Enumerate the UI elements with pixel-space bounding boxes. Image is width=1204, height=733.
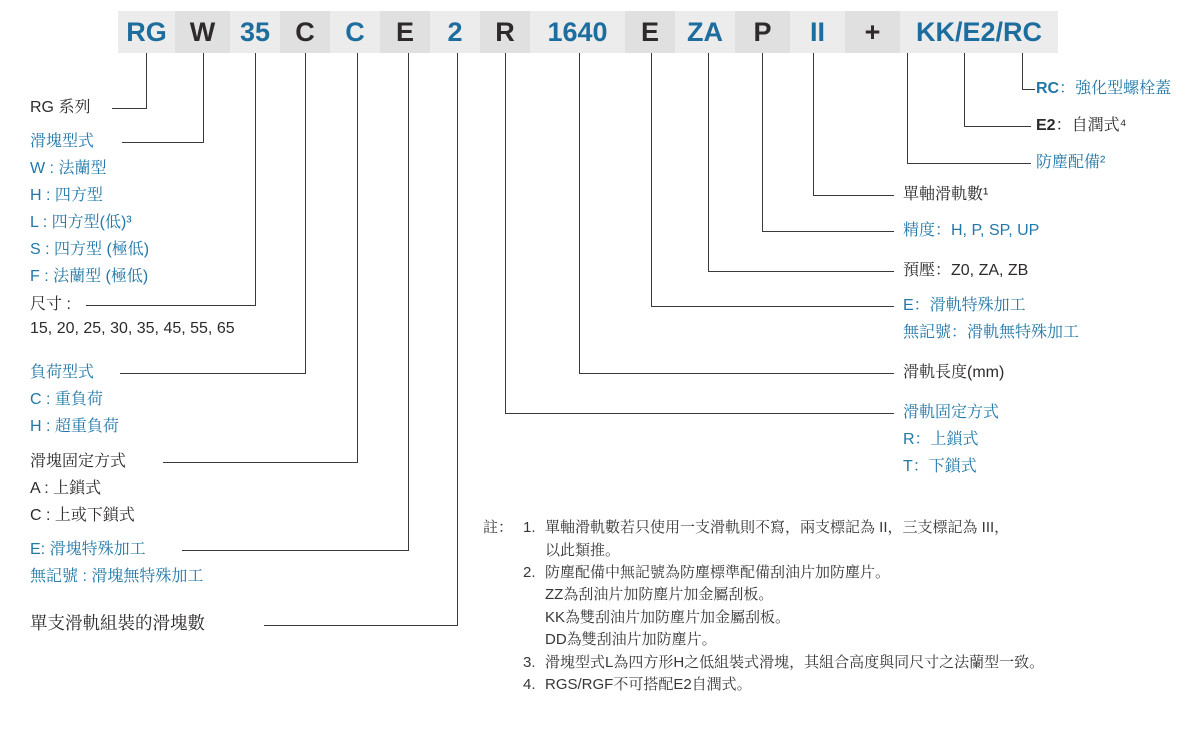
code-segment-series: RG <box>118 11 175 53</box>
label-series: RG 系列 <box>30 99 91 116</box>
label-rail-mount-r: R：上鎖式 <box>903 431 979 448</box>
label-size-values: 15, 20, 25, 30, 35, 45, 55, 65 <box>30 320 235 337</box>
label-rail-special-none: 無記號：滑軌無特殊加工 <box>903 324 1080 341</box>
note-number: 2. <box>523 564 536 581</box>
code-segment-size: 35 <box>230 11 280 53</box>
note-text: 單軸滑軌數若只使用一支滑軌則不寫，兩支標記為 II，三支標記為 III， <box>545 519 1010 536</box>
label-rails-per-axis: 單軸滑軌數¹ <box>903 186 989 203</box>
label-rc-code: RC <box>1036 80 1060 97</box>
code-segment-block-mount: C <box>330 11 380 53</box>
label-block-type-w: W : 法蘭型 <box>30 160 107 177</box>
label-dust: 防塵配備² <box>1036 154 1106 171</box>
label-block-type-h: H : 四方型 <box>30 187 103 204</box>
note-number: 3. <box>523 654 536 671</box>
code-segment-plus: + <box>845 11 900 53</box>
note-text: 滑塊型式L為四方形H之低組裝式滑塊，其組合高度與同尺寸之法蘭型一致。 <box>545 654 1045 671</box>
label-load-type-title: 負荷型式 <box>30 364 95 381</box>
connector-rc <box>1022 53 1035 90</box>
label-rc-text: ：強化型螺栓蓋 <box>1059 80 1172 97</box>
label-rail-length: 滑軌長度(mm) <box>903 364 1005 381</box>
label-preload: 預壓：Z0, ZA, ZB <box>903 262 1029 279</box>
note-line-2b <box>523 586 773 603</box>
note-line-3 <box>523 654 1044 671</box>
label-rail-mount-title: 滑軌固定方式 <box>903 404 1000 421</box>
note-line-4 <box>523 676 752 693</box>
label-block-type-title: 滑塊型式 <box>30 133 95 150</box>
label-block-type-l: L : 四方型(低)³ <box>30 214 132 231</box>
label-e2-code: E2 <box>1036 117 1056 134</box>
code-segment-block-type: W <box>175 11 230 53</box>
connector-rail-count <box>813 53 894 196</box>
code-segment-accessories: KK/E2/RC <box>900 11 1058 53</box>
code-segment-rail-length: 1640 <box>530 11 625 53</box>
label-rail-special: E：滑軌特殊加工 <box>903 297 1026 314</box>
label-blocks-per-rail: 單支滑軌組裝的滑塊數 <box>30 613 205 633</box>
note-line-2 <box>523 564 890 581</box>
note-number: 1. <box>523 519 536 536</box>
code-segment-rail-mount: R <box>480 11 530 53</box>
note-line-2c <box>523 609 790 626</box>
note-text: DD為雙刮油片加防塵片。 <box>545 631 717 648</box>
code-segment-block-special: E <box>380 11 430 53</box>
note-line-2d <box>523 631 717 648</box>
code-segment-rail-special: E <box>625 11 675 53</box>
label-block-mount-c: C : 上或下鎖式 <box>30 507 135 524</box>
code-segment-precision: P <box>735 11 790 53</box>
code-segment-block-count: 2 <box>430 11 480 53</box>
label-size-title: 尺寸 : <box>30 296 71 313</box>
connector-block-count <box>264 53 458 626</box>
label-precision: 精度：H, P, SP, UP <box>903 222 1040 239</box>
code-segment-rail-count: II <box>790 11 845 53</box>
code-segment-preload: ZA <box>675 11 735 53</box>
note-line-1b <box>523 542 620 559</box>
notes-label: 註： <box>483 519 514 536</box>
label-block-special-none: 無記號 : 滑塊無特殊加工 <box>30 568 204 585</box>
note-text: ZZ為刮油片加防塵片加金屬刮板。 <box>545 586 774 603</box>
label-rc <box>1036 80 1171 98</box>
label-e2 <box>1036 117 1126 135</box>
label-block-mount-a: A : 上鎖式 <box>30 480 102 497</box>
label-block-mount-title: 滑塊固定方式 <box>30 453 127 470</box>
label-rail-mount-t: T：下鎖式 <box>903 458 977 475</box>
label-block-type-f: F : 法蘭型 (極低) <box>30 268 149 285</box>
note-text: 防塵配備中無記號為防塵標準配備刮油片加防塵片。 <box>545 564 891 581</box>
label-e2-text: ：自潤式⁴ <box>1055 117 1127 134</box>
note-text: KK為雙刮油片加防塵片加金屬刮板。 <box>545 609 791 626</box>
note-number: 4. <box>523 676 536 693</box>
code-segment-load-type: C <box>280 11 330 53</box>
connector-e2 <box>964 53 1031 127</box>
label-block-type-s: S : 四方型 (極低) <box>30 241 150 258</box>
note-text: 以此類推。 <box>545 542 621 559</box>
label-load-type-h: H : 超重負荷 <box>30 418 119 435</box>
label-block-special: E: 滑塊特殊加工 <box>30 541 146 558</box>
note-text: RGS/RGF不可搭配E2自潤式。 <box>545 676 752 693</box>
note-line-1 <box>523 519 1009 536</box>
label-load-type-c: C : 重負荷 <box>30 391 103 408</box>
